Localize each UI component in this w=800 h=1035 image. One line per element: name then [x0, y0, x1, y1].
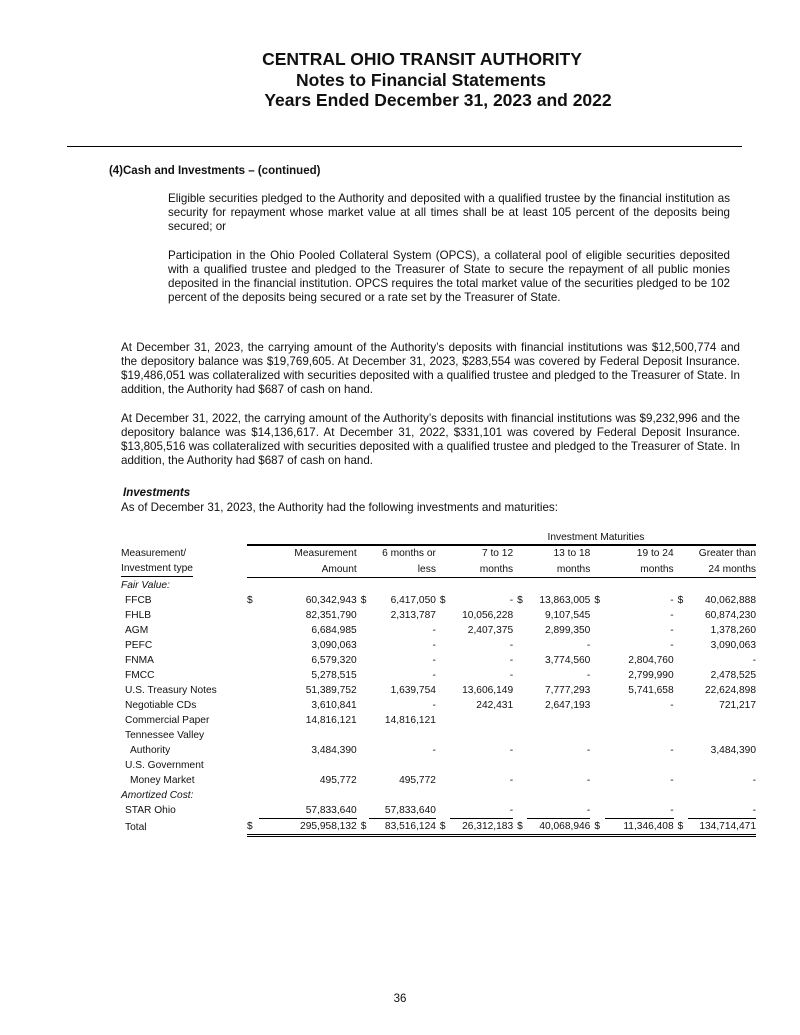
- total-amount: 295,958,132: [259, 818, 357, 835]
- cell-m18: -: [586, 744, 591, 756]
- table-row: [121, 773, 756, 788]
- cell-m24: [590, 713, 673, 728]
- cell-m24: -: [670, 624, 674, 636]
- currency-symbol: $: [513, 818, 527, 835]
- section-heading: [82, 165, 320, 177]
- currency-symbol: $: [246, 594, 253, 606]
- cell-m6: -: [432, 669, 436, 681]
- total-row: [121, 818, 756, 835]
- column-header-row-2: [121, 561, 756, 577]
- col-gt24-bottom: 24 months: [674, 561, 756, 577]
- paragraph-deposits-2022: At December 31, 2022, the carrying amount of the Authority’s deposits with financial institutions was $9,232,996 and the depository balance was $14,136,617. At December 31, 2022, $331,101 was covered by Federal Deposit Insurance. $13,805,516 was collateralized with securities deposited with a qualified trustee and pledged to the Treasurer of State. In addition, the Authority had $687 of cash on hand.: [121, 412, 740, 467]
- col-m24-bottom: months: [590, 561, 673, 577]
- column-header-row-1: [121, 546, 756, 561]
- cell-m6: 2,313,787: [390, 609, 436, 621]
- col-m6-bottom: less: [357, 561, 436, 577]
- cell-m6: 57,833,640: [369, 803, 436, 819]
- cell-m12: -: [450, 803, 513, 819]
- cell-m12: 242,431: [476, 699, 514, 711]
- cell-m12: -: [509, 744, 514, 756]
- header-divider: [67, 146, 742, 147]
- currency-symbol: $: [590, 818, 604, 835]
- cell-m24: -: [670, 774, 674, 786]
- cell-m6: -: [432, 699, 436, 711]
- currency-symbol: $: [436, 818, 450, 835]
- cell-m24: 2,799,990: [628, 669, 674, 681]
- document-header: [0, 49, 800, 111]
- cell-m12: -: [509, 669, 514, 681]
- cell-gt24: 2,478,525: [710, 669, 756, 681]
- col-m18-bottom: months: [513, 561, 590, 577]
- report-period: Years Ended December 31, 2023 and 2022: [264, 90, 612, 110]
- maturities-group-header: Investment Maturities: [547, 532, 645, 543]
- cell-amount: 495,772: [319, 774, 357, 786]
- cell-gt24: 3,484,390: [710, 744, 756, 756]
- cell-amount: 82,351,790: [305, 609, 357, 621]
- row-label: FHLB: [125, 609, 152, 621]
- cell-m24: -: [670, 609, 674, 621]
- row-label-line1: Tennessee Valley: [125, 729, 205, 741]
- cell-gt24: [674, 713, 756, 728]
- cell-m18: [513, 713, 590, 728]
- col-m18-top: 13 to 18: [553, 548, 591, 559]
- cell-m18: 2,647,193: [545, 699, 591, 711]
- cell-m6: -: [432, 654, 436, 666]
- cell-m6: -: [432, 744, 436, 756]
- investments-heading: Investments: [123, 487, 191, 499]
- cell-amount: 57,833,640: [259, 803, 357, 819]
- document-title: Notes to Financial Statements: [296, 69, 546, 90]
- currency-symbol: $: [517, 594, 523, 606]
- cell-amount: 51,389,752: [305, 684, 357, 696]
- cell-m6: -: [432, 624, 436, 636]
- cell-gt24: 60,874,230: [705, 609, 756, 621]
- cell-m18: -: [586, 669, 591, 681]
- cell-m12: -: [509, 654, 514, 666]
- row-label: FMCC: [125, 669, 155, 681]
- fair-value-subheader: Fair Value:: [121, 579, 170, 591]
- cell-m18: 2,899,350: [545, 624, 591, 636]
- investments-table: [121, 529, 756, 837]
- total-m18: 40,068,946: [527, 818, 590, 835]
- row-label: STAR Ohio: [125, 805, 176, 816]
- total-m6: 83,516,124: [369, 818, 436, 835]
- total-m24: 11,346,408: [605, 818, 674, 835]
- cell-gt24: 721,217: [719, 699, 756, 711]
- cell-gt24: -: [688, 803, 756, 819]
- cell-m18: -: [586, 639, 591, 651]
- cell-m24: 2,804,760: [628, 654, 674, 666]
- currency-symbol: $: [594, 594, 600, 606]
- cell-m24: -: [605, 803, 674, 819]
- cell-m12: 13,606,149: [462, 684, 514, 696]
- currency-symbol: $: [439, 594, 446, 606]
- total-m12: 26,312,183: [450, 818, 513, 835]
- col-m12-top: 7 to 12: [481, 548, 514, 559]
- cell-m24: -: [670, 594, 674, 606]
- cell-m24: -: [670, 744, 674, 756]
- cell-m18: -: [586, 774, 591, 786]
- cell-gt24: -: [752, 654, 756, 666]
- table-row: [121, 608, 756, 623]
- cell-m18: 7,777,293: [545, 684, 591, 696]
- table-row: [121, 638, 756, 653]
- cell-m12: 10,056,228: [462, 609, 514, 621]
- row-label: U.S. Treasury Notes: [125, 684, 217, 696]
- row-label: FNMA: [125, 654, 154, 666]
- currency-symbol: $: [674, 818, 688, 835]
- table-row: [121, 593, 756, 608]
- cell-amount: 6,579,320: [311, 654, 357, 666]
- paragraph-deposits-2023: At December 31, 2023, the carrying amount of the Authority’s deposits with financial institutions was $12,500,774 and the depository balance was $19,769,605. At December 31, 2023, $283,554 was covered by Federal Deposit Insurance. $19,486,051 was collateralized with securities deposited with a qualified trustee and pledged to the Treasurer of State. In addition, the Authority had $687 of cash on hand.: [121, 341, 740, 396]
- table-row: [121, 668, 756, 683]
- col-amount-bottom: Amount: [247, 561, 357, 577]
- cell-amount: 3,484,390: [311, 744, 357, 756]
- cell-m12: [436, 713, 513, 728]
- col-amount-top: Measurement: [294, 548, 357, 559]
- amortized-cost-subheader: Amortized Cost:: [121, 789, 194, 801]
- table-row: [121, 653, 756, 668]
- page-number: 36: [393, 993, 407, 1005]
- cell-amount: 6,684,985: [311, 624, 357, 636]
- paragraph-eligible-securities: Eligible securities pledged to the Authority and deposited with a qualified trustee by the financial institution as security for repayment whose market value at all times shall be at least 105 percent of the deposits being secured; or: [168, 192, 730, 233]
- col-m6-top: 6 months or: [382, 548, 436, 559]
- total-label: Total: [125, 822, 147, 833]
- cell-amount: 14,816,121: [305, 714, 357, 726]
- cell-m12: -: [509, 639, 514, 651]
- table-row: [121, 623, 756, 638]
- cell-amount: 3,610,841: [311, 699, 357, 711]
- row-label: Commercial Paper: [125, 714, 210, 726]
- cell-m6: 6,417,050: [390, 594, 436, 606]
- currency-symbol: $: [357, 818, 369, 835]
- group-header-row: [121, 529, 756, 545]
- section-title: Cash and Investments – (continued): [123, 165, 321, 177]
- cell-m24: 5,741,658: [628, 684, 674, 696]
- cell-gt24: 22,624,898: [705, 684, 756, 696]
- cell-m18: 9,107,545: [545, 609, 591, 621]
- cell-m6: 495,772: [399, 774, 436, 786]
- row-label: Negotiable CDs: [125, 699, 197, 711]
- row-label: AGM: [125, 624, 149, 636]
- cell-m12: -: [509, 774, 514, 786]
- organization-name: CENTRAL OHIO TRANSIT AUTHORITY: [262, 49, 582, 69]
- row-label: PEFC: [125, 639, 153, 651]
- cell-m12: -: [509, 594, 514, 606]
- investments-intro: As of December 31, 2023, the Authority had the following investments and maturities:: [121, 501, 558, 514]
- table-row: [121, 683, 756, 698]
- table-row: [121, 698, 756, 713]
- cell-m12: 2,407,375: [467, 624, 514, 636]
- row-label: FFCB: [125, 594, 152, 606]
- currency-symbol: $: [677, 594, 684, 606]
- cell-amount: 3,090,063: [311, 639, 357, 651]
- cell-m18: -: [527, 803, 590, 819]
- row-label: Money Market: [130, 774, 195, 786]
- cell-m6: 1,639,754: [390, 684, 436, 696]
- cell-gt24: 3,090,063: [710, 639, 756, 651]
- cell-m6: 14,816,121: [384, 714, 436, 726]
- table-row: [121, 713, 756, 728]
- table-row: [121, 743, 756, 758]
- row-label: Authority: [130, 744, 171, 756]
- cell-gt24: 40,062,888: [705, 594, 756, 606]
- col-gt24-top: Greater than: [698, 548, 756, 559]
- cell-amount: 60,342,943: [305, 594, 357, 606]
- cell-gt24: 1,378,260: [710, 624, 756, 636]
- cell-m24: -: [670, 699, 674, 711]
- paragraph-opcs: Participation in the Ohio Pooled Collateral System (OPCS), a collateral pool of eligible securities deposited with a qualified trustee and pledged to the Treasurer of State to secure the repayment of all public monies deposited in the financial institution. OPCS requires the total market value of the securities pledged to be 102 percent of the deposits being secured or a rate set by the Treasurer of State.: [168, 249, 730, 304]
- table-row: [121, 803, 756, 819]
- col-m12-bottom: months: [436, 561, 513, 577]
- cell-m18: 3,774,560: [545, 654, 591, 666]
- col-label-top: Measurement/: [121, 548, 187, 559]
- cell-m6: -: [432, 639, 436, 651]
- cell-gt24: -: [752, 774, 756, 786]
- col-label-bottom: Investment type: [121, 561, 193, 577]
- cell-m18: 13,863,005: [539, 594, 591, 606]
- section-number: (4): [108, 165, 123, 177]
- cell-m24: -: [670, 639, 674, 651]
- currency-symbol: $: [360, 594, 367, 606]
- cell-amount: 5,278,515: [311, 669, 357, 681]
- total-gt24: 134,714,471: [688, 818, 756, 835]
- currency-symbol: $: [247, 818, 259, 835]
- col-m24-top: 19 to 24: [636, 548, 674, 559]
- row-label-line1: U.S. Government: [125, 759, 204, 771]
